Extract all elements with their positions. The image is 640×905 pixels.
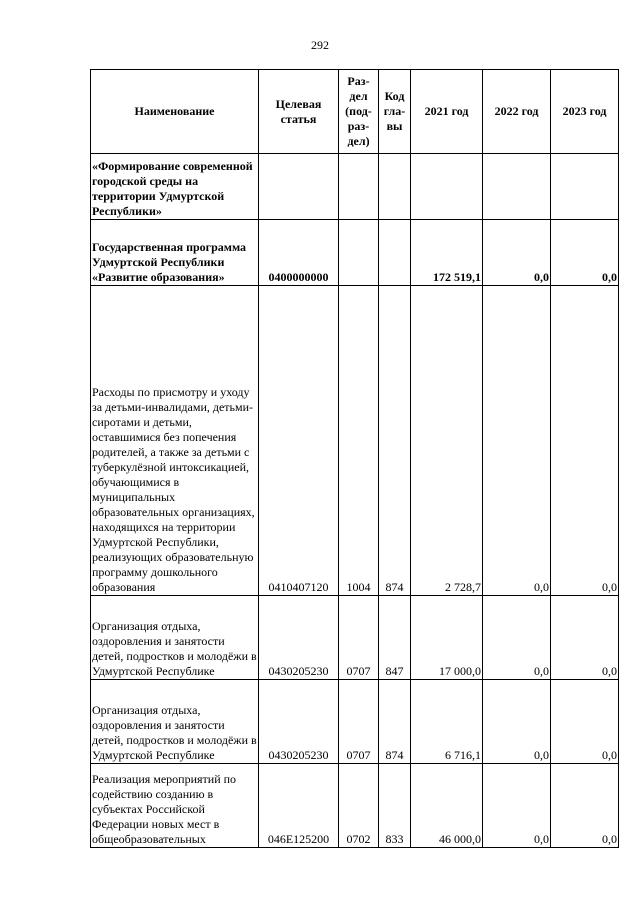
row-2023: 0,0 bbox=[551, 764, 619, 848]
row-name: Реализация мероприятий по содействию созданию в субъектах Российской Федерации новых мест в общеобразовательных bbox=[91, 764, 259, 848]
row-chapter: 874 bbox=[379, 286, 411, 596]
row-chapter: 874 bbox=[379, 680, 411, 764]
row-target: 0400000000 bbox=[259, 220, 339, 286]
row-2023: 0,0 bbox=[551, 680, 619, 764]
row-section: 0707 bbox=[339, 680, 379, 764]
row-section: 0707 bbox=[339, 596, 379, 680]
table-row bbox=[91, 680, 619, 764]
row-chapter bbox=[379, 154, 411, 220]
row-chapter: 833 bbox=[379, 764, 411, 848]
table-row bbox=[91, 286, 619, 596]
row-target: 0410407120 bbox=[259, 286, 339, 596]
row-name: «Формирование современной городской среды на территории Удмуртской Республики» bbox=[91, 154, 259, 220]
row-2022: 0,0 bbox=[483, 220, 551, 286]
row-2021: 46 000,0 bbox=[411, 764, 483, 848]
header-2022: 2022 год bbox=[483, 70, 551, 154]
row-2023: 0,0 bbox=[551, 220, 619, 286]
row-section: 1004 bbox=[339, 286, 379, 596]
row-chapter: 847 bbox=[379, 596, 411, 680]
row-2021: 17 000,0 bbox=[411, 596, 483, 680]
header-2023: 2023 год bbox=[551, 70, 619, 154]
row-2021: 172 519,1 bbox=[411, 220, 483, 286]
row-name: Организация отдыха, оздоровления и занятости детей, подростков и молодёжи в Удмуртской Республике bbox=[91, 596, 259, 680]
row-2021 bbox=[411, 154, 483, 220]
row-name: Организация отдыха, оздоровления и занятости детей, подростков и молодёжи в Удмуртской Республике bbox=[91, 680, 259, 764]
row-target: 046E125200 bbox=[259, 764, 339, 848]
header-chapter: Код гла-вы bbox=[379, 70, 411, 154]
row-target bbox=[259, 154, 339, 220]
table-row bbox=[91, 596, 619, 680]
row-2021: 2 728,7 bbox=[411, 286, 483, 596]
row-2022: 0,0 bbox=[483, 764, 551, 848]
row-2022: 0,0 bbox=[483, 286, 551, 596]
header-section: Раз-дел (под-раз-дел) bbox=[339, 70, 379, 154]
table-row bbox=[91, 220, 619, 286]
row-2023 bbox=[551, 154, 619, 220]
header-row bbox=[91, 70, 619, 154]
budget-table bbox=[90, 69, 619, 848]
table-row bbox=[91, 154, 619, 220]
page-number: 292 bbox=[311, 38, 329, 52]
row-name: Расходы по присмотру и уходу за детьми-инвалидами, детьми-сиротами и детьми, оставшимися без попечения родителей, а также за детьми с туберкулёзной интоксикацией, обучающимися в муниципальных образовательных организациях, находящихся на территории Удмуртской Республики, реализующих образовательную программу дошкольного образования bbox=[91, 286, 259, 596]
row-2022 bbox=[483, 154, 551, 220]
row-2023: 0,0 bbox=[551, 596, 619, 680]
row-section bbox=[339, 220, 379, 286]
row-2021: 6 716,1 bbox=[411, 680, 483, 764]
row-chapter bbox=[379, 220, 411, 286]
row-name: Государственная программа Удмуртской Республики «Развитие образования» bbox=[91, 220, 259, 286]
table-row bbox=[91, 764, 619, 848]
header-name: Наименование bbox=[91, 70, 259, 154]
row-2022: 0,0 bbox=[483, 596, 551, 680]
row-section: 0702 bbox=[339, 764, 379, 848]
row-section bbox=[339, 154, 379, 220]
header-2021: 2021 год bbox=[411, 70, 483, 154]
header-target: Целевая статья bbox=[259, 70, 339, 154]
row-2022: 0,0 bbox=[483, 680, 551, 764]
row-target: 0430205230 bbox=[259, 680, 339, 764]
row-target: 0430205230 bbox=[259, 596, 339, 680]
row-2023: 0,0 bbox=[551, 286, 619, 596]
